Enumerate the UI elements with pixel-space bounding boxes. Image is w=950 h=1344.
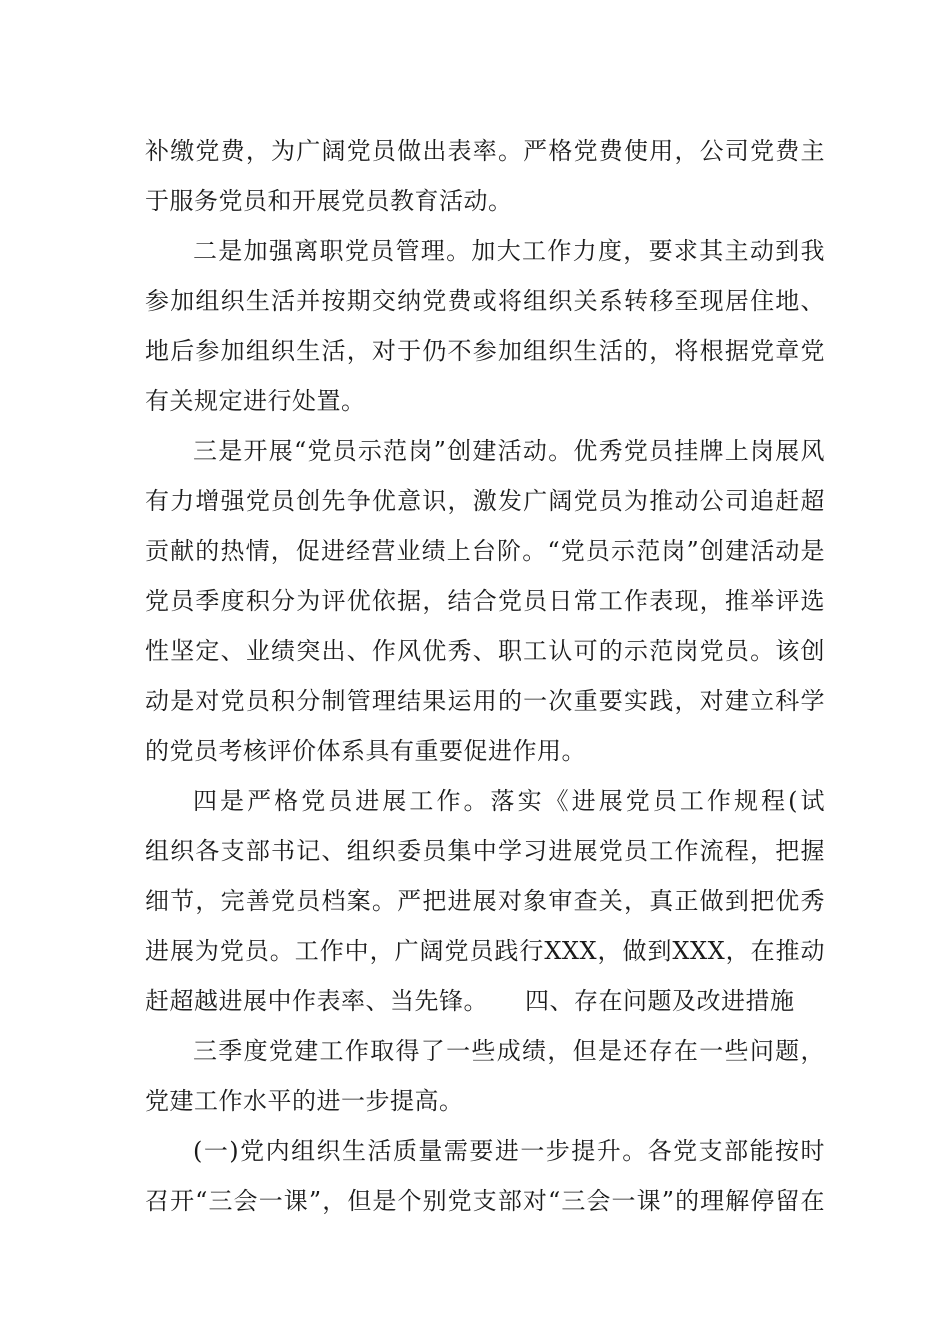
- text-line: 党建工作水平的进一步提高。: [145, 1087, 464, 1115]
- text-line: 于服务党员和开展党员教育活动。: [145, 187, 513, 215]
- text-line: 四是严格党员进展工作。落实《进展党员工作规程(试: [193, 787, 825, 815]
- text-line: 补缴党费，为广阔党员做出表率。严格党费使用，公司党费主: [145, 137, 825, 165]
- text-line: 召开“三会一课”，但是个别党支部对“三会一课”的理解停留在: [145, 1187, 825, 1215]
- text-line: 细节，完善党员档案。严把进展对象审查关，真正做到把优秀: [145, 887, 825, 915]
- text-line: 党员季度积分为评优依据，结合党员日常工作表现，推举评选: [145, 587, 825, 615]
- text-line: 三是开展“党员示范岗”创建活动。优秀党员挂牌上岗展风: [193, 437, 825, 465]
- text-line: 有力增强党员创先争优意识，激发广阔党员为推动公司追赶超: [145, 487, 825, 515]
- text-line: 参加组织生活并按期交纳党费或将组织关系转移至现居住地、: [145, 287, 825, 315]
- text-line: 赶超越进展中作表率、当先锋。 四、存在问题及改进措施: [145, 987, 795, 1015]
- text-line: 性坚定、业绩突出、作风优秀、职工认可的示范岗党员。该创: [145, 637, 825, 665]
- text-line: 有关规定进行处置。: [145, 387, 366, 415]
- text-line: 进展为党员。工作中，广阔党员践行XXX，做到XXX，在推动: [145, 937, 825, 965]
- body-text: [145, 126, 825, 1226]
- text-line: 贡献的热情，促进经营业绩上台阶。“党员示范岗”创建活动是: [145, 537, 825, 565]
- text-line: 二是加强离职党员管理。加大工作力度，要求其主动到我: [193, 237, 825, 265]
- text-line: 动是对党员积分制管理结果运用的一次重要实践，对建立科学: [145, 687, 825, 715]
- text-line: 组织各支部书记、组织委员集中学习进展党员工作流程，把握: [145, 837, 825, 865]
- text-line: (一)党内组织生活质量需要进一步提升。各党支部能按时: [193, 1137, 825, 1165]
- text-line: 的党员考核评价体系具有重要促进作用。: [145, 737, 586, 765]
- text-line: 地后参加组织生活，对于仍不参加组织生活的，将根据党章党: [145, 337, 825, 365]
- text-line: 三季度党建工作取得了一些成绩，但是还存在一些问题，: [193, 1037, 825, 1065]
